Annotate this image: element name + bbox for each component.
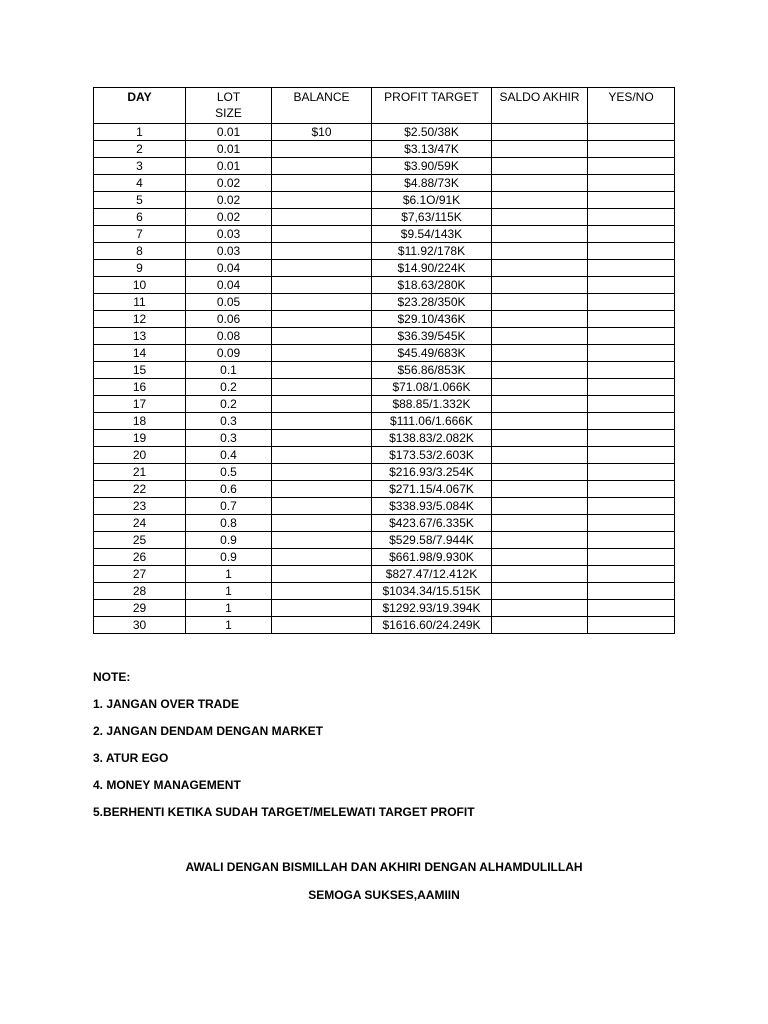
cell-lot-size: 0.01 — [186, 124, 272, 141]
cell-day: 17 — [94, 396, 186, 413]
cell-balance — [272, 566, 372, 583]
table-row — [94, 413, 675, 430]
table-row — [94, 328, 675, 345]
cell-lot-size: 0.02 — [186, 209, 272, 226]
notes-section — [93, 668, 475, 830]
note-item: 1. JANGAN OVER TRADE — [93, 697, 240, 711]
table-row — [94, 277, 675, 294]
header-day: DAY — [94, 88, 186, 124]
cell-day: 6 — [94, 209, 186, 226]
cell-profit-target: $338.93/5.084K — [372, 498, 492, 515]
table-row — [94, 226, 675, 243]
cell-saldo-akhir — [492, 124, 588, 141]
cell-lot-size: 0.05 — [186, 294, 272, 311]
table-row — [94, 447, 675, 464]
trading-plan-table — [93, 87, 675, 634]
cell-yes-no — [588, 396, 675, 413]
cell-day: 30 — [94, 617, 186, 634]
cell-day: 28 — [94, 583, 186, 600]
header-balance: BALANCE — [272, 88, 372, 124]
cell-day: 18 — [94, 413, 186, 430]
cell-yes-no — [588, 124, 675, 141]
cell-balance — [272, 396, 372, 413]
cell-balance — [272, 141, 372, 158]
cell-profit-target: $45.49/683K — [372, 345, 492, 362]
closing-line-1: AWALI DENGAN BISMILLAH DAN AKHIRI DENGAN ALHAMDULILLAH — [185, 860, 583, 874]
table-row — [94, 124, 675, 141]
cell-profit-target: $1616.60/24.249K — [372, 617, 492, 634]
cell-balance — [272, 413, 372, 430]
cell-yes-no — [588, 566, 675, 583]
cell-balance: $10 — [272, 124, 372, 141]
cell-yes-no — [588, 294, 675, 311]
note-item: 2. JANGAN DENDAM DENGAN MARKET — [93, 724, 324, 738]
cell-lot-size: 0.7 — [186, 498, 272, 515]
table-row — [94, 192, 675, 209]
cell-profit-target: $88.85/1.332K — [372, 396, 492, 413]
cell-saldo-akhir — [492, 617, 588, 634]
cell-balance — [272, 447, 372, 464]
table-row — [94, 141, 675, 158]
cell-balance — [272, 532, 372, 549]
cell-profit-target: $6.1O/91K — [372, 192, 492, 209]
cell-lot-size: 0.9 — [186, 532, 272, 549]
table-row — [94, 532, 675, 549]
cell-lot-size: 0.6 — [186, 481, 272, 498]
cell-profit-target: $661.98/9.930K — [372, 549, 492, 566]
cell-balance — [272, 226, 372, 243]
cell-day: 22 — [94, 481, 186, 498]
cell-balance — [272, 328, 372, 345]
cell-yes-no — [588, 158, 675, 175]
cell-balance — [272, 430, 372, 447]
cell-saldo-akhir — [492, 447, 588, 464]
table-row — [94, 243, 675, 260]
cell-saldo-akhir — [492, 311, 588, 328]
header-lot-size-line2: SIZE — [215, 106, 242, 120]
note-item: 4. MONEY MANAGEMENT — [93, 778, 241, 792]
cell-yes-no — [588, 362, 675, 379]
cell-day: 3 — [94, 158, 186, 175]
note-item: 5.BERHENTI KETIKA SUDAH TARGET/MELEWATI TARGET PROFIT — [93, 805, 475, 819]
cell-lot-size: 0.06 — [186, 311, 272, 328]
cell-lot-size: 0.04 — [186, 260, 272, 277]
cell-profit-target: $29.10/436K — [372, 311, 492, 328]
cell-saldo-akhir — [492, 379, 588, 396]
cell-lot-size: 0.1 — [186, 362, 272, 379]
cell-profit-target: $423.67/6.335K — [372, 515, 492, 532]
cell-saldo-akhir — [492, 260, 588, 277]
cell-day: 27 — [94, 566, 186, 583]
header-yes-no: YES/NO — [588, 88, 675, 124]
cell-balance — [272, 243, 372, 260]
cell-yes-no — [588, 192, 675, 209]
note-item: 3. ATUR EGO — [93, 751, 169, 765]
cell-lot-size: 0.03 — [186, 243, 272, 260]
cell-lot-size: 0.8 — [186, 515, 272, 532]
cell-day: 24 — [94, 515, 186, 532]
table-row — [94, 396, 675, 413]
cell-balance — [272, 294, 372, 311]
cell-day: 21 — [94, 464, 186, 481]
cell-lot-size: 1 — [186, 617, 272, 634]
cell-profit-target: $14.90/224K — [372, 260, 492, 277]
cell-lot-size: 1 — [186, 583, 272, 600]
header-profit-target: PROFIT TARGET — [372, 88, 492, 124]
table-row — [94, 260, 675, 277]
table-row — [94, 362, 675, 379]
cell-balance — [272, 379, 372, 396]
header-lot-size — [186, 88, 272, 124]
cell-day: 15 — [94, 362, 186, 379]
cell-yes-no — [588, 617, 675, 634]
header-lot-size-line1: LOT — [216, 90, 241, 104]
table-row — [94, 158, 675, 175]
cell-yes-no — [588, 498, 675, 515]
cell-lot-size: 1 — [186, 566, 272, 583]
cell-balance — [272, 345, 372, 362]
cell-saldo-akhir — [492, 515, 588, 532]
cell-day: 25 — [94, 532, 186, 549]
cell-day: 7 — [94, 226, 186, 243]
cell-saldo-akhir — [492, 396, 588, 413]
cell-saldo-akhir — [492, 549, 588, 566]
cell-day: 9 — [94, 260, 186, 277]
table-body — [94, 124, 675, 634]
cell-profit-target: $1034.34/15.515K — [372, 583, 492, 600]
cell-saldo-akhir — [492, 498, 588, 515]
cell-profit-target: $9.54/143K — [372, 226, 492, 243]
cell-yes-no — [588, 226, 675, 243]
cell-balance — [272, 549, 372, 566]
cell-day: 4 — [94, 175, 186, 192]
cell-balance — [272, 209, 372, 226]
cell-yes-no — [588, 311, 675, 328]
cell-yes-no — [588, 600, 675, 617]
cell-saldo-akhir — [492, 226, 588, 243]
cell-day: 29 — [94, 600, 186, 617]
table-row — [94, 311, 675, 328]
cell-lot-size: 0.9 — [186, 549, 272, 566]
cell-saldo-akhir — [492, 209, 588, 226]
cell-saldo-akhir — [492, 464, 588, 481]
cell-day: 1 — [94, 124, 186, 141]
cell-lot-size: 0.5 — [186, 464, 272, 481]
cell-balance — [272, 260, 372, 277]
cell-saldo-akhir — [492, 413, 588, 430]
cell-yes-no — [588, 277, 675, 294]
cell-day: 19 — [94, 430, 186, 447]
cell-profit-target: $1292.93/19.394K — [372, 600, 492, 617]
cell-saldo-akhir — [492, 566, 588, 583]
cell-saldo-akhir — [492, 175, 588, 192]
cell-day: 2 — [94, 141, 186, 158]
cell-yes-no — [588, 209, 675, 226]
cell-balance — [272, 464, 372, 481]
cell-saldo-akhir — [492, 192, 588, 209]
cell-profit-target: $138.83/2.082K — [372, 430, 492, 447]
cell-yes-no — [588, 379, 675, 396]
cell-saldo-akhir — [492, 362, 588, 379]
cell-yes-no — [588, 481, 675, 498]
table-row — [94, 175, 675, 192]
cell-profit-target: $4.88/73K — [372, 175, 492, 192]
table-row — [94, 430, 675, 447]
cell-day: 23 — [94, 498, 186, 515]
cell-yes-no — [588, 260, 675, 277]
cell-day: 10 — [94, 277, 186, 294]
cell-profit-target: $36.39/545K — [372, 328, 492, 345]
cell-lot-size: 0.01 — [186, 141, 272, 158]
cell-lot-size: 0.02 — [186, 192, 272, 209]
cell-yes-no — [588, 447, 675, 464]
cell-day: 12 — [94, 311, 186, 328]
cell-saldo-akhir — [492, 481, 588, 498]
cell-day: 8 — [94, 243, 186, 260]
cell-day: 26 — [94, 549, 186, 566]
cell-profit-target: $11.92/178K — [372, 243, 492, 260]
cell-yes-no — [588, 243, 675, 260]
cell-lot-size: 1 — [186, 600, 272, 617]
cell-saldo-akhir — [492, 328, 588, 345]
cell-lot-size: 0.01 — [186, 158, 272, 175]
cell-profit-target: $271.15/4.067K — [372, 481, 492, 498]
cell-yes-no — [588, 549, 675, 566]
cell-balance — [272, 600, 372, 617]
cell-profit-target: $3.13/47K — [372, 141, 492, 158]
cell-day: 16 — [94, 379, 186, 396]
cell-balance — [272, 311, 372, 328]
cell-lot-size: 0.04 — [186, 277, 272, 294]
cell-saldo-akhir — [492, 583, 588, 600]
cell-saldo-akhir — [492, 345, 588, 362]
cell-day: 14 — [94, 345, 186, 362]
cell-yes-no — [588, 532, 675, 549]
table-row — [94, 549, 675, 566]
table-row — [94, 481, 675, 498]
cell-saldo-akhir — [492, 532, 588, 549]
cell-yes-no — [588, 464, 675, 481]
cell-balance — [272, 515, 372, 532]
notes-heading: NOTE: — [93, 670, 131, 684]
cell-profit-target: $111.06/1.666K — [372, 413, 492, 430]
cell-profit-target: $56.86/853K — [372, 362, 492, 379]
table-row — [94, 498, 675, 515]
table-row — [94, 600, 675, 617]
cell-balance — [272, 583, 372, 600]
cell-profit-target: $18.63/280K — [372, 277, 492, 294]
table-row — [94, 345, 675, 362]
cell-profit-target: $529.58/7.944K — [372, 532, 492, 549]
cell-day: 5 — [94, 192, 186, 209]
cell-saldo-akhir — [492, 243, 588, 260]
cell-saldo-akhir — [492, 158, 588, 175]
cell-balance — [272, 277, 372, 294]
table-row — [94, 464, 675, 481]
table-row — [94, 617, 675, 634]
cell-yes-no — [588, 583, 675, 600]
cell-balance — [272, 617, 372, 634]
cell-balance — [272, 498, 372, 515]
cell-lot-size: 0.02 — [186, 175, 272, 192]
cell-lot-size: 0.2 — [186, 379, 272, 396]
cell-lot-size: 0.08 — [186, 328, 272, 345]
cell-profit-target: $827.47/12.412K — [372, 566, 492, 583]
cell-balance — [272, 362, 372, 379]
cell-balance — [272, 481, 372, 498]
cell-profit-target: $7,63/115K — [372, 209, 492, 226]
cell-saldo-akhir — [492, 141, 588, 158]
closing-line-2: SEMOGA SUKSES,AAMIIN — [308, 888, 460, 902]
cell-lot-size: 0.03 — [186, 226, 272, 243]
cell-yes-no — [588, 175, 675, 192]
table-row — [94, 294, 675, 311]
cell-profit-target: $3.90/59K — [372, 158, 492, 175]
cell-day: 11 — [94, 294, 186, 311]
cell-lot-size: 0.3 — [186, 413, 272, 430]
cell-profit-target: $216.93/3.254K — [372, 464, 492, 481]
cell-yes-no — [588, 430, 675, 447]
cell-yes-no — [588, 141, 675, 158]
table-header-row — [94, 88, 675, 124]
cell-profit-target: $71.08/1.066K — [372, 379, 492, 396]
table-row — [94, 379, 675, 396]
table-row — [94, 566, 675, 583]
cell-lot-size: 0.09 — [186, 345, 272, 362]
cell-saldo-akhir — [492, 277, 588, 294]
header-saldo-akhir: SALDO AKHIR — [492, 88, 588, 124]
cell-balance — [272, 175, 372, 192]
cell-saldo-akhir — [492, 600, 588, 617]
cell-yes-no — [588, 413, 675, 430]
cell-balance — [272, 158, 372, 175]
cell-yes-no — [588, 345, 675, 362]
cell-lot-size: 0.3 — [186, 430, 272, 447]
table-row — [94, 515, 675, 532]
cell-profit-target: $2.50/38K — [372, 124, 492, 141]
cell-yes-no — [588, 515, 675, 532]
cell-profit-target: $173.53/2.603K — [372, 447, 492, 464]
cell-saldo-akhir — [492, 430, 588, 447]
cell-saldo-akhir — [492, 294, 588, 311]
cell-profit-target: $23.28/350K — [372, 294, 492, 311]
table-row — [94, 209, 675, 226]
cell-lot-size: 0.2 — [186, 396, 272, 413]
cell-lot-size: 0.4 — [186, 447, 272, 464]
table-row — [94, 583, 675, 600]
cell-balance — [272, 192, 372, 209]
cell-day: 13 — [94, 328, 186, 345]
cell-yes-no — [588, 328, 675, 345]
cell-day: 20 — [94, 447, 186, 464]
